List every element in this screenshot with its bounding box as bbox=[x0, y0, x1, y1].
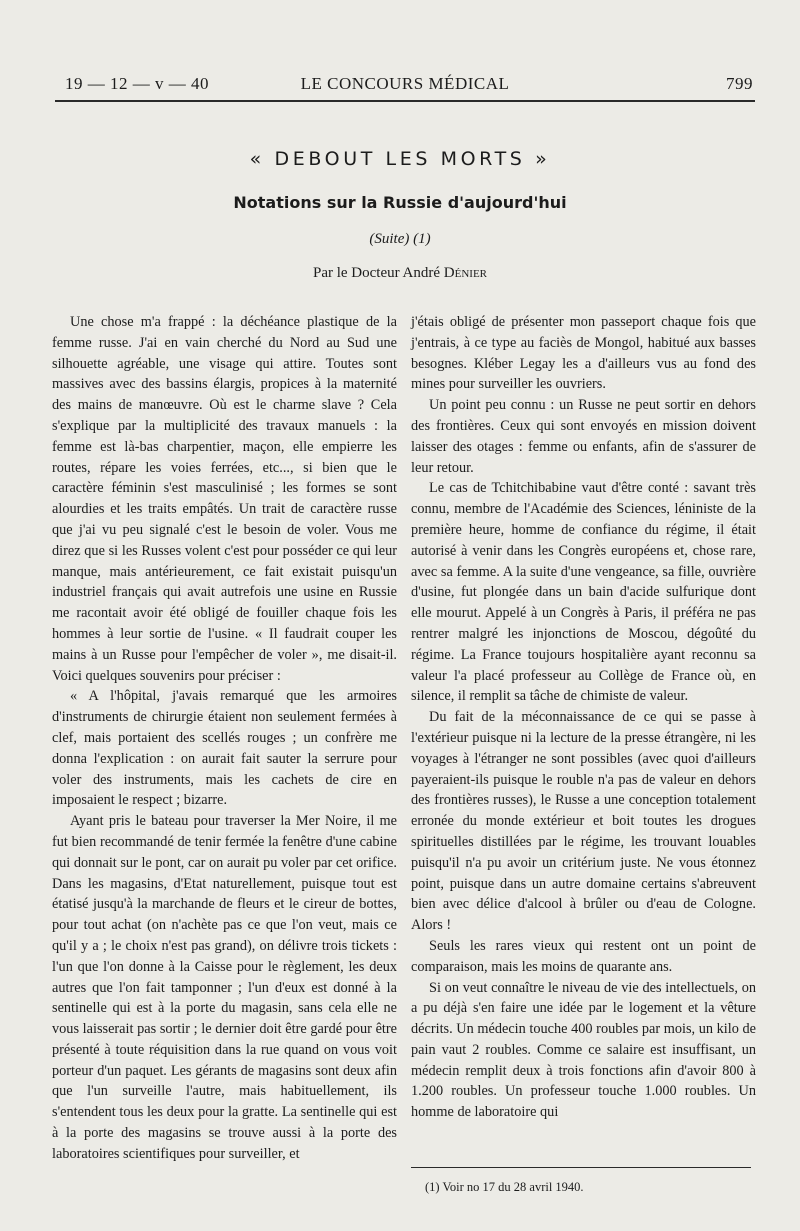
paragraph: Une chose m'a frappé : la déchéance plastique de la femme russe. J'ai en vain cherché du Nord au Sud une silhouette agréable, une visage qui attire. Toutes sont massives avec des bassins élargis, propices à la maternité des mains de manœuvre. Où est le charme slave ? Cela s'explique par la multiplicité des travaux manuels : la femme est là-bas charpentier, maçon, elle empierre les routes, répare les voies ferrées, etc..., si bien que le caractère féminin s'est masculinisé ; les formes se sont alourdies et les traits empâtés. Un trait de caractère russe que j'ai vu peu signalé c'est le besoin de voler. Vous me direz que si les Russes volent c'est pour posséder ce qui leur manque, mais antérieurement, ce fait existait puisqu'un industriel français qui avait autrefois une usine en Russie me racontait avoir été obligé de fouiller chaque fois les hommes à leur sortie de l'usine. « Il faudrait couper les mains à un Russe pour l'empêcher de voler », me disait-il. Voici quelques souvenirs pour préciser : bbox=[52, 314, 397, 684]
continuation-note bbox=[0, 231, 800, 248]
article-subtitle: Notations sur la Russie d'aujourd'hui bbox=[233, 193, 567, 212]
suite-label: (Suite) bbox=[369, 231, 410, 247]
page-header bbox=[55, 74, 755, 96]
article-title: « DEBOUT LES MORTS » bbox=[249, 148, 551, 170]
author-prefix: Par le Docteur André bbox=[312, 265, 441, 281]
paragraph: Du fait de la méconnaissance de ce qui se passe à l'extérieur puisque ni la lecture de la presse étrangère, ni les voyages à l'étranger ne sont possibles (avec quoi d'ailleurs payeraient-ils puisque le rouble n'a pas de valeur en dehors des frontières russes), le Russe a une conception totalement erronée du monde extérieur et boit toutes les drogues spirituelles distillées par le régime, les trouvant louables puisqu'il n'a pu avoir un critérium juste. Ne vous étonnez point, puisque dans un autre domaine certains s'abreuvent bien avec délice d'alcool à brûler ou d'eau de Cologne. Alors ! bbox=[411, 709, 756, 934]
paragraph: Seuls les rares vieux qui restent ont un point de comparaison, mais les moins de quarante ans. bbox=[411, 937, 756, 975]
paragraph: « A l'hôpital, j'avais remarqué que les armoires d'instruments de chirurgie étaient non seulement fermées à clef, mais portaient des scellés rouges ; un confrère me donna l'explication : on aurait fait sauter la serrure pour voler des instruments, mais les cachets de cire en imposaient le respect ; bizarre. bbox=[52, 688, 397, 809]
text-column-right bbox=[411, 312, 756, 1123]
paragraph: Le cas de Tchitchibabine vaut d'être conté : savant très connu, membre de l'Académie des Sciences, léniniste de la première heure, homme de confiance du régime, il était autorisé à venir dans les Congrès européens et, chose rare, avec sa femme. A la suite d'une vengeance, sa fille, ouvrière d'usine, fut plongée dans un bain d'acide sulfurique dont elle mourut. Appelé à un Congrès à Paris, il préféra ne pas rentrer malgré les injonctions de Moscou, dégoûté du régime. La France toujours hospitalière ayant reconnu sa valeur l'a placé professeur au Collège de France où, en silence, il remplit sa tâche de chimiste de valeur. bbox=[411, 480, 756, 705]
journal-title: LE CONCOURS MÉDICAL bbox=[300, 74, 510, 93]
issue-date: 19 — 12 — v — 40 bbox=[65, 74, 209, 93]
paragraph: Si on veut connaître le niveau de vie des intellectuels, on a pu déjà s'en faire une idée par le logement et la vêture décrits. Un médecin touche 400 roubles par mois, un kilo de pain vaut 2 roubles. Comme ce salaire est insuffisant, un médecin remplit deux à trois fonctions afin d'avoir 800 à 1.200 roubles. Un professeur touche 1.000 roubles. Un homme de laboratoire qui bbox=[411, 979, 756, 1121]
footnote-reference: (1) bbox=[413, 231, 431, 247]
page-number: 799 bbox=[726, 74, 753, 93]
paragraph: Un point peu connu : un Russe ne peut sortir en dehors des frontières. Ceux qui sont envoyés en mission doivent laisser des otages : femme ou enfants, afin de s'assurer de leur retour. bbox=[411, 397, 756, 476]
paragraph: j'étais obligé de présenter mon passeport chaque fois que j'entrais, à ce type au faciès de Mongol, habitué aux basses besognes. Kléber Legay les a d'ailleurs vus au fond des mines pour surveiller les ouvriers. bbox=[411, 314, 756, 393]
paragraph: Ayant pris le bateau pour traverser la Mer Noire, il me fut bien recommandé de tenir fermée la fenêtre d'une cabine qui donnait sur le pont, car on aurait pu voler par cet orifice. Dans les magasins, d'Etat naturellement, puisque tout est étatisé jusqu'à la marchande de fleurs et le cireur de bottes, pour tout achat (on n'achète pas ce que l'on veut, mais ce qu'il y a ; le choix n'est pas grand), on délivre trois tickets : l'un que l'on donne à la Caisse pour le règlement, les deux autres que l'on fait tamponner ; l'un d'eux est donné à la sentinelle qui est à la porte du magasin, sans cela elle ne vous laisserait pas sortir ; le dernier doit être gardé pour être présenté à toute réquisition dans la rue quand on vous voit porteur d'un paquet. Les gérants de magasins sont deux afin que l'un surveille l'autre, mais habituellement, ils s'entendent tous les deux pour la gratte. La sentinelle qui est à la porte des magasins se trouve aussi à la porte des laboratoires scientifiques pour surveiller, et bbox=[52, 813, 397, 1162]
author-line bbox=[0, 265, 800, 282]
footnote-rule bbox=[411, 1167, 751, 1168]
author-surname: Dénier bbox=[443, 265, 487, 281]
footnote: (1) Voir no 17 du 28 avril 1940. bbox=[425, 1180, 584, 1194]
text-column-left bbox=[52, 312, 397, 1165]
header-rule bbox=[55, 100, 755, 102]
